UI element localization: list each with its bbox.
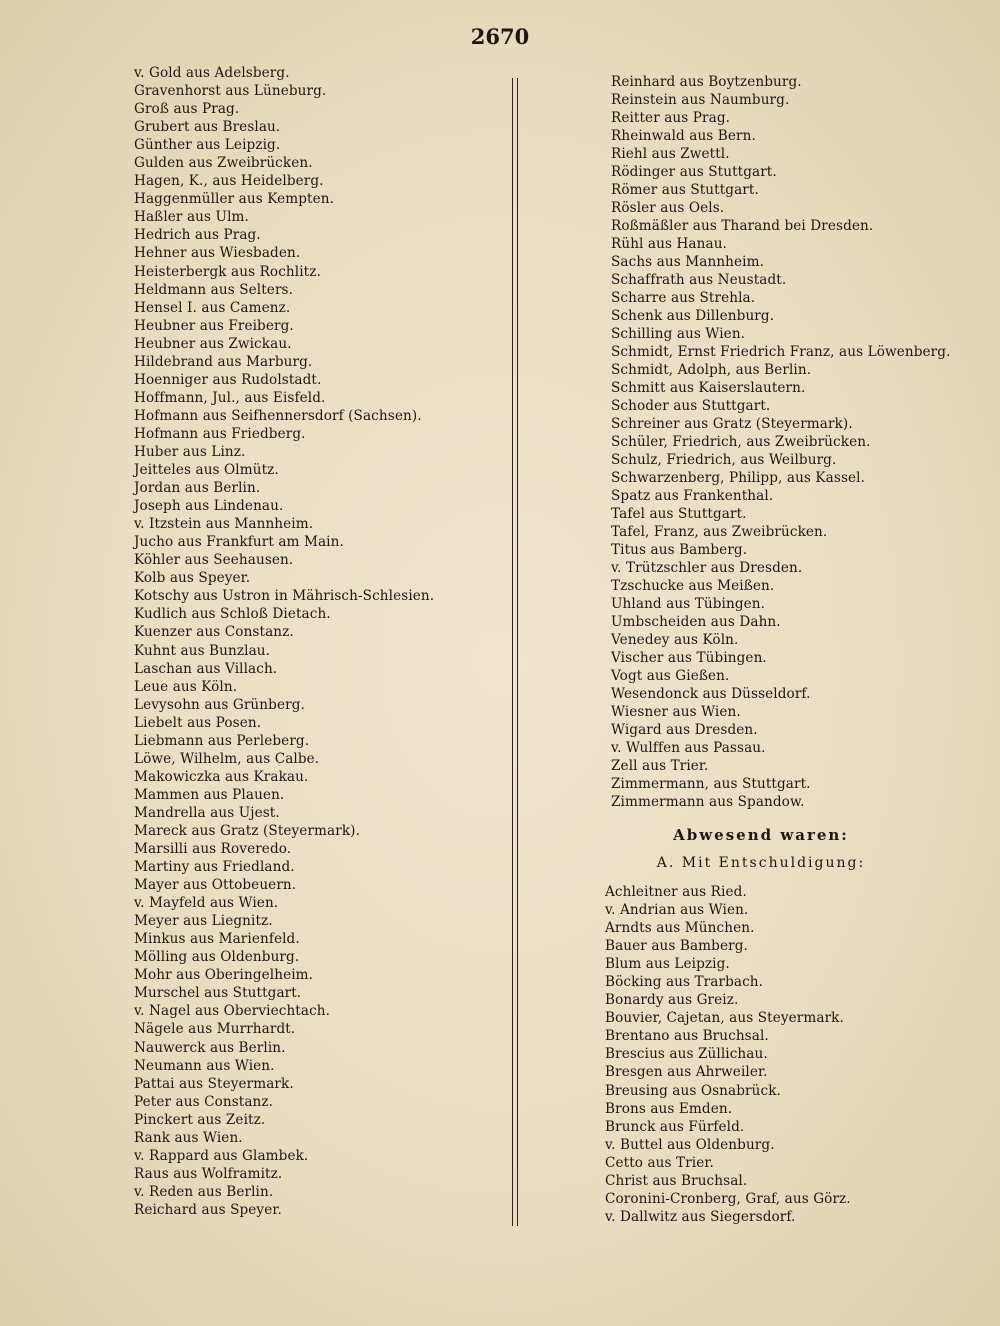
list-item: v. Itzstein aus Mannheim. xyxy=(134,516,314,533)
list-item: Mandrella aus Ujest. xyxy=(134,804,280,821)
list-item: Böcking aus Trarbach. xyxy=(605,974,764,991)
list-item: Murschel aus Stuttgart. xyxy=(134,985,302,1002)
list-item: Hehner aus Wiesbaden. xyxy=(134,245,301,262)
list-item: Schenk aus Dillenburg. xyxy=(611,308,775,324)
list-item: Günther aus Leipzig. xyxy=(134,137,281,154)
list-item: Meyer aus Liegnitz. xyxy=(134,913,273,930)
list-item: Schaffrath aus Neustadt. xyxy=(611,272,787,288)
list-item: v. Gold aus Adelsberg. xyxy=(134,65,290,81)
list-item: Wiesner aus Wien. xyxy=(611,704,741,720)
list-item: Kuhnt aus Bunzlau. xyxy=(134,642,271,659)
list-item: Breusing aus Osnabrück. xyxy=(605,1082,781,1099)
list-item: v. Reden aus Berlin. xyxy=(134,1183,274,1200)
list-item: Reitter aus Prag. xyxy=(611,110,731,126)
list-item: Kolb aus Speyer. xyxy=(134,570,251,587)
right-column xyxy=(611,73,981,811)
list-item: Sachs aus Mannheim. xyxy=(611,254,765,270)
list-item: Rank aus Wien. xyxy=(134,1129,243,1146)
list-item: v. Mayfeld aus Wien. xyxy=(134,895,279,912)
list-item: Schmidt, Adolph, aus Berlin. xyxy=(611,362,812,378)
list-item: Blum aus Leipzig. xyxy=(605,956,730,973)
list-item: Zimmermann, aus Stuttgart. xyxy=(611,776,811,792)
list-item: Bonardy aus Greiz. xyxy=(605,992,739,1009)
list-item: Mareck aus Gratz (Steyermark). xyxy=(134,822,361,839)
list-item: Rödinger aus Stuttgart. xyxy=(611,164,777,180)
list-item: Schulz, Friedrich, aus Weilburg. xyxy=(611,452,837,468)
list-item: Reinhard aus Boytzenburg. xyxy=(611,74,802,90)
list-item: Marsilli aus Roveredo. xyxy=(134,841,292,858)
list-item: Brentano aus Bruchsal. xyxy=(605,1028,769,1045)
list-item: Liebelt aus Posen. xyxy=(134,714,262,731)
list-item: Gravenhorst aus Lüneburg. xyxy=(134,83,327,100)
list-item: Vogt aus Gießen. xyxy=(611,668,730,684)
list-item: Mölling aus Oldenburg. xyxy=(134,949,300,966)
list-item: Zell aus Trier. xyxy=(611,758,709,774)
list-item: Schreiner aus Gratz (Steyermark). xyxy=(611,416,853,432)
list-item: Liebmann aus Perleberg. xyxy=(134,732,310,749)
list-item: Hildebrand aus Marburg. xyxy=(134,353,313,370)
list-item: Umbscheiden aus Dahn. xyxy=(611,614,781,630)
list-item: Gulden aus Zweibrücken. xyxy=(134,155,313,172)
list-item: Brons aus Emden. xyxy=(605,1100,733,1117)
list-item: Hedrich aus Prag. xyxy=(134,227,261,244)
list-item: Haggenmüller aus Kempten. xyxy=(134,191,335,208)
list-item: v. Buttel aus Oldenburg. xyxy=(605,1136,775,1153)
list-item: Coronini-Cronberg, Graf, aus Görz. xyxy=(605,1190,851,1207)
list-item: Mayer aus Ottobeuern. xyxy=(134,877,297,894)
list-item: Haßler aus Ulm. xyxy=(134,209,249,226)
list-item: Kuenzer aus Constanz. xyxy=(134,624,294,641)
list-item: Spatz aus Frankenthal. xyxy=(611,488,774,504)
list-item: Brunck aus Fürfeld. xyxy=(605,1118,745,1135)
list-item: v. Trützschler aus Dresden. xyxy=(611,560,803,576)
list-item: Cetto aus Trier. xyxy=(605,1154,714,1171)
list-item: Tafel, Franz, aus Zweibrücken. xyxy=(611,524,828,540)
list-item: Heisterbergk aus Rochlitz. xyxy=(134,263,321,280)
column-divider-rule xyxy=(512,78,513,1226)
list-item: Tzschucke aus Meißen. xyxy=(611,578,775,594)
list-item: Zimmermann aus Spandow. xyxy=(611,794,805,810)
list-item: Hoffmann, Jul., aus Eisfeld. xyxy=(134,389,326,406)
list-item: Kotschy aus Ustron in Mährisch-Schlesien. xyxy=(134,588,435,605)
list-item: Neumann aus Wien. xyxy=(134,1057,275,1074)
list-item: Bauer aus Bamberg. xyxy=(605,938,748,955)
list-item: v. Rappard aus Glambek. xyxy=(134,1147,309,1164)
list-item: v. Nagel aus Oberviechtach. xyxy=(134,1003,331,1020)
list-item: Uhland aus Tübingen. xyxy=(611,596,766,612)
list-item: Vischer aus Tübingen. xyxy=(611,650,767,666)
list-item: Wesendonck aus Düsseldorf. xyxy=(611,686,811,702)
list-item: Hofmann aus Seifhennersdorf (Sachsen). xyxy=(134,407,422,424)
list-item: Schwarzenberg, Philipp, aus Kassel. xyxy=(611,470,866,486)
list-item: v. Wulffen aus Passau. xyxy=(611,740,766,756)
list-item: Jucho aus Frankfurt am Main. xyxy=(134,534,344,551)
list-item: Schmitt aus Kaiserslautern. xyxy=(611,380,806,396)
absent-list xyxy=(605,883,975,1226)
column-divider-rule xyxy=(517,78,518,1226)
list-item: Köhler aus Seehausen. xyxy=(134,552,294,569)
list-item: Rheinwald aus Bern. xyxy=(611,128,756,144)
list-item: Peter aus Constanz. xyxy=(134,1093,274,1110)
list-item: Scharre aus Strehla. xyxy=(611,290,756,306)
left-column xyxy=(134,64,509,1219)
list-item: Heubner aus Freiberg. xyxy=(134,317,294,334)
list-item: Mohr aus Oberingelheim. xyxy=(134,967,314,984)
list-item: Minkus aus Marienfeld. xyxy=(134,931,300,948)
list-item: Pinckert aus Zeitz. xyxy=(134,1111,266,1128)
list-item: Leue aus Köln. xyxy=(134,678,238,695)
list-item: Venedey aus Köln. xyxy=(611,632,739,648)
list-item: Achleitner aus Ried. xyxy=(605,884,747,900)
list-item: Hofmann aus Friedberg. xyxy=(134,425,306,442)
list-item: Reinstein aus Naumburg. xyxy=(611,92,790,108)
list-item: Martiny aus Friedland. xyxy=(134,859,295,876)
list-item: Christ aus Bruchsal. xyxy=(605,1172,748,1189)
list-item: Joseph aus Lindenau. xyxy=(134,498,284,515)
list-item: Tafel aus Stuttgart. xyxy=(611,506,747,522)
list-item: Groß aus Prag. xyxy=(134,101,240,118)
list-item: Riehl aus Zwettl. xyxy=(611,146,730,162)
list-item: Nägele aus Murrhardt. xyxy=(134,1021,296,1038)
list-item: Brescius aus Züllichau. xyxy=(605,1046,768,1063)
absent-heading: Abwesend waren: xyxy=(673,826,849,844)
list-item: Kudlich aus Schloß Dietach. xyxy=(134,606,331,623)
list-item: Hagen, K., aus Heidelberg. xyxy=(134,173,324,190)
list-item: Rösler aus Oels. xyxy=(611,200,725,216)
list-item: Heubner aus Zwickau. xyxy=(134,335,292,352)
list-item: Nauwerck aus Berlin. xyxy=(134,1039,286,1056)
list-item: Mammen aus Plauen. xyxy=(134,786,285,803)
list-item: Roßmäßler aus Tharand bei Dresden. xyxy=(611,218,874,234)
list-item: Rühl aus Hanau. xyxy=(611,236,727,252)
list-item: Grubert aus Breslau. xyxy=(134,119,281,136)
list-item: Raus aus Wolframitz. xyxy=(134,1165,283,1182)
list-item: Arndts aus München. xyxy=(605,920,755,937)
list-item: Hoenniger aus Rudolstadt. xyxy=(134,371,322,388)
list-item: Löwe, Wilhelm, aus Calbe. xyxy=(134,750,320,767)
list-item: Reichard aus Speyer. xyxy=(134,1201,282,1218)
list-item: Schoder aus Stuttgart. xyxy=(611,398,771,414)
list-item: Titus aus Bamberg. xyxy=(611,542,748,558)
list-item: v. Andrian aus Wien. xyxy=(605,902,749,919)
list-item: Bouvier, Cajetan, aus Steyermark. xyxy=(605,1010,844,1027)
list-item: Hensel I. aus Camenz. xyxy=(134,299,291,316)
list-item: Römer aus Stuttgart. xyxy=(611,182,759,198)
list-item: Makowiczka aus Krakau. xyxy=(134,768,309,785)
list-item: Wigard aus Dresden. xyxy=(611,722,758,738)
list-item: Jeitteles aus Olmütz. xyxy=(134,462,279,479)
list-item: Bresgen aus Ahrweiler. xyxy=(605,1064,768,1081)
page-number: 2670 xyxy=(470,24,530,49)
list-item: Huber aus Linz. xyxy=(134,443,246,460)
list-item: Schilling aus Wien. xyxy=(611,326,746,342)
list-item: Schmidt, Ernst Friedrich Franz, aus Löwenberg. xyxy=(611,344,951,360)
list-item: Pattai aus Steyermark. xyxy=(134,1075,294,1092)
list-item: Heldmann aus Selters. xyxy=(134,281,294,298)
absent-subheading: A. Mit Entschuldigung: xyxy=(656,855,866,871)
list-item: Schüler, Friedrich, aus Zweibrücken. xyxy=(611,434,871,450)
list-item: v. Dallwitz aus Siegersdorf. xyxy=(605,1208,796,1225)
list-item: Levysohn aus Grünberg. xyxy=(134,696,305,713)
list-item: Laschan aus Villach. xyxy=(134,660,278,677)
list-item: Jordan aus Berlin. xyxy=(134,480,261,497)
